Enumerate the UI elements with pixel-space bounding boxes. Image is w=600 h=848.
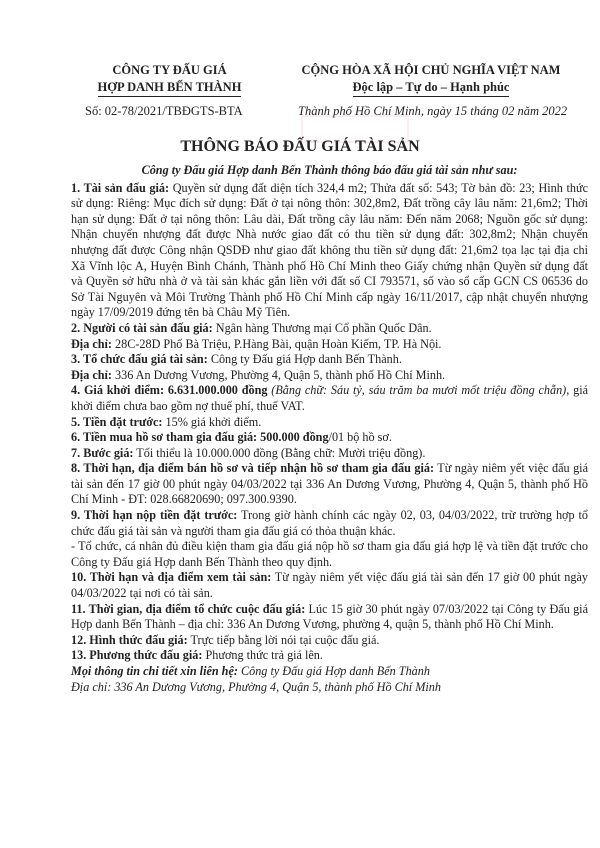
national-motto: Độc lập – Tự do – Hạnh phúc bbox=[353, 79, 510, 97]
org-name-line2: HỢP DANH BẾN THÀNH bbox=[98, 79, 242, 97]
item-7-text: Tối thiểu là 10.000.000 đồng (Bằng chữ: Mười triệu đồng). bbox=[133, 445, 426, 460]
national-header bbox=[278, 62, 584, 97]
item-9-text: Trong giờ hành chính các ngày 02, 03, 04/03/2022, trừ trường hợp tổ chức đấu giá tài sản và người tham gia đấu giá có thỏa thuận khác. bbox=[71, 508, 588, 538]
item-8-text: Từ ngày niêm yết việc đấu giá tài sản đến 17 giờ 00 phút ngày 04/03/2022 tại 336 An Dương Vương, Phường 4, Quận 5, thành phố Hồ Chí Minh - ĐT: 028.66820690; 097.300.9390. bbox=[71, 461, 588, 507]
nation-title: CỘNG HÒA XÃ HỘI CHỦ NGHĨA VIỆT NAM bbox=[301, 63, 561, 77]
organization-header bbox=[92, 62, 247, 97]
footer-contact-text: Công ty Đấu giá Hợp danh Bến Thành bbox=[237, 664, 430, 678]
item-6 bbox=[71, 430, 588, 446]
item-4 bbox=[71, 383, 588, 414]
item-11-label: 11. Thời gian, địa điểm tổ chức cuộc đấu giá: bbox=[71, 601, 306, 616]
item-2-address-text: 28C-28D Phố Bà Triệu, P.Hàng Bài, quận Hoàn Kiếm, TP. Hà Nội. bbox=[111, 336, 442, 351]
item-7 bbox=[71, 446, 588, 462]
item-6-text: /01 bộ hồ sơ. bbox=[328, 430, 392, 445]
item-11 bbox=[71, 602, 588, 633]
item-3-text: Công ty Đấu giá Hợp danh Bến Thành. bbox=[207, 352, 402, 367]
item-6-label: 6. Tiền mua hồ sơ tham gia đấu giá: 500.000 đồng bbox=[71, 430, 329, 445]
item-2-address bbox=[71, 337, 588, 353]
item-3-address bbox=[71, 368, 588, 384]
item-9-note: - Tổ chức, cá nhân đủ điều kiện tham gia đấu giá nộp hồ sơ tham gia đấu giá hợp lệ và tiền đặt trước cho Công ty Đấu giá Hợp danh Bến Thành theo quy định. bbox=[71, 539, 588, 569]
footer-contact bbox=[71, 664, 588, 680]
item-3 bbox=[71, 352, 588, 368]
item-12 bbox=[71, 633, 588, 649]
item-7-label: 7. Bước giá: bbox=[71, 445, 134, 460]
item-5-text: 15% giá khởi điểm. bbox=[162, 414, 262, 429]
item-1-label: 1. Tài sản đấu giá: bbox=[71, 180, 170, 195]
item-9 bbox=[71, 508, 588, 539]
item-11-text: Lúc 15 giờ 30 phút ngày 07/03/2022 tại Công ty Đấu giá Hợp danh Bến Thành – địa chỉ: 336 An Dương Vương, phường 4, quận 5, thành phố Hồ Chí Minh. bbox=[71, 601, 588, 632]
item-2-text: Ngân hàng Thương mại Cổ phần Quốc Dân. bbox=[212, 320, 432, 335]
org-name-line1: CÔNG TY ĐẤU GIÁ bbox=[112, 63, 227, 77]
item-8 bbox=[71, 461, 588, 508]
item-10-label: 10. Thời hạn và địa điểm xem tài sản: bbox=[71, 570, 272, 585]
item-3-address-label: Địa chỉ: bbox=[71, 367, 112, 382]
item-13-label: 13. Phương thức đấu giá: bbox=[71, 648, 203, 663]
item-1 bbox=[71, 181, 588, 321]
item-3-label: 3. Tổ chức đấu giá tài sản: bbox=[71, 352, 208, 367]
intro-line: Công ty Đấu giá Hợp danh Bến Thành thông báo đấu giá tài sản như sau: bbox=[141, 163, 518, 177]
footer-contact-label: Mọi thông tin chi tiết xin liên hệ: bbox=[71, 664, 238, 678]
item-2-address-label: Địa chỉ: bbox=[71, 336, 112, 351]
footer-address: Địa chỉ: 336 An Dương Vương, Phường 4, Quận 5, thành phố Hồ Chí Minh bbox=[71, 679, 441, 694]
item-4-label: 4. Giá khởi điểm: 6.631.000.000 đồng bbox=[71, 383, 268, 398]
item-13 bbox=[71, 648, 588, 664]
place-date: Thành phố Hồ Chí Minh, ngày 15 tháng 02 năm 2022 bbox=[298, 104, 568, 118]
item-13-text: Phương thức trả giá lên. bbox=[202, 648, 323, 663]
document-number: Số: 02-78/2021/TBĐGTS-BTA bbox=[85, 104, 243, 118]
item-1-text: Quyền sử dụng đất diện tích 324,4 m2; Thửa đất số: 543; Tờ bản đồ: 23; Hình thức sử dụng: Riêng: Mục đích sử dụng: Đất ở tại nông thôn: 302,8m2, Đất trồng cây lâu năm: 21,6m2; Thời hạn sử dụng: Đất ở tại nông thôn: Lâu dài, Đất trồng cây lâu năm: Đến năm 2068; Nguồn gốc sử dụng: Nhận chuyển nhượng đất được Nhà nước giao đất có thu tiền sử dụng đất: 302,8m2; Nhận chuyển nhượng đất được Công nhận QSDĐ như giao đất không thu tiền sử dụng đất: 21,6m2 tọa lạc tại địa chỉ Xã Vĩnh lộc A, Huyện Bình Chánh, Thành phố Hồ Chí Minh theo Giấy chứng nhận Quyền sử dụng đất và Quyền sở hữu nhà ở và tài sản khác gắn liền với đất số CI 793571, số vào sổ cấp GCN CS 06536 do Sở Tài Nguyên và Môi Trường Thành phố Hồ Chí Minh cấp ngày 16/11/2017, cập nhật chuyển nhượng ngày 17/09/2019 đứng tên bà Châu Mỹ Tiên. bbox=[71, 180, 589, 320]
item-5 bbox=[71, 415, 588, 431]
item-2 bbox=[71, 321, 588, 337]
item-9-label: 9. Thời hạn nộp tiền đặt trước: bbox=[71, 508, 238, 523]
document-title: THÔNG BÁO ĐẤU GIÁ TÀI SẢN bbox=[180, 138, 420, 155]
item-10-text: Từ ngày niêm yết việc đấu giá tài sản đến 17 giờ 00 phút ngày 04/03/2022 tại nơi có tài sản. bbox=[71, 570, 588, 601]
item-5-label: 5. Tiền đặt trước: bbox=[71, 414, 163, 429]
item-12-text: Trực tiếp bằng lời nói tại cuộc đấu giá. bbox=[187, 632, 380, 647]
item-12-label: 12. Hình thức đấu giá: bbox=[71, 632, 188, 647]
item-4-text: , giá khởi điểm chưa bao gồm nợ thuế phí, thuế VAT. bbox=[71, 383, 588, 413]
item-10 bbox=[71, 570, 588, 601]
item-4-words: (Bằng chữ: Sáu tỷ, sáu trăm ba mươi mốt triệu đồng chẵn) bbox=[267, 383, 567, 398]
item-3-address-text: 336 An Dương Vương, Phường 4, Quận 5, thành phố Hồ Chí Minh. bbox=[111, 367, 446, 382]
item-2-label: 2. Người có tài sản đấu giá: bbox=[71, 320, 213, 335]
notice-body bbox=[71, 163, 588, 695]
item-8-label: 8. Thời hạn, địa điểm bán hồ sơ và tiếp nhận hồ sơ tham gia đấu giá: bbox=[71, 461, 434, 476]
